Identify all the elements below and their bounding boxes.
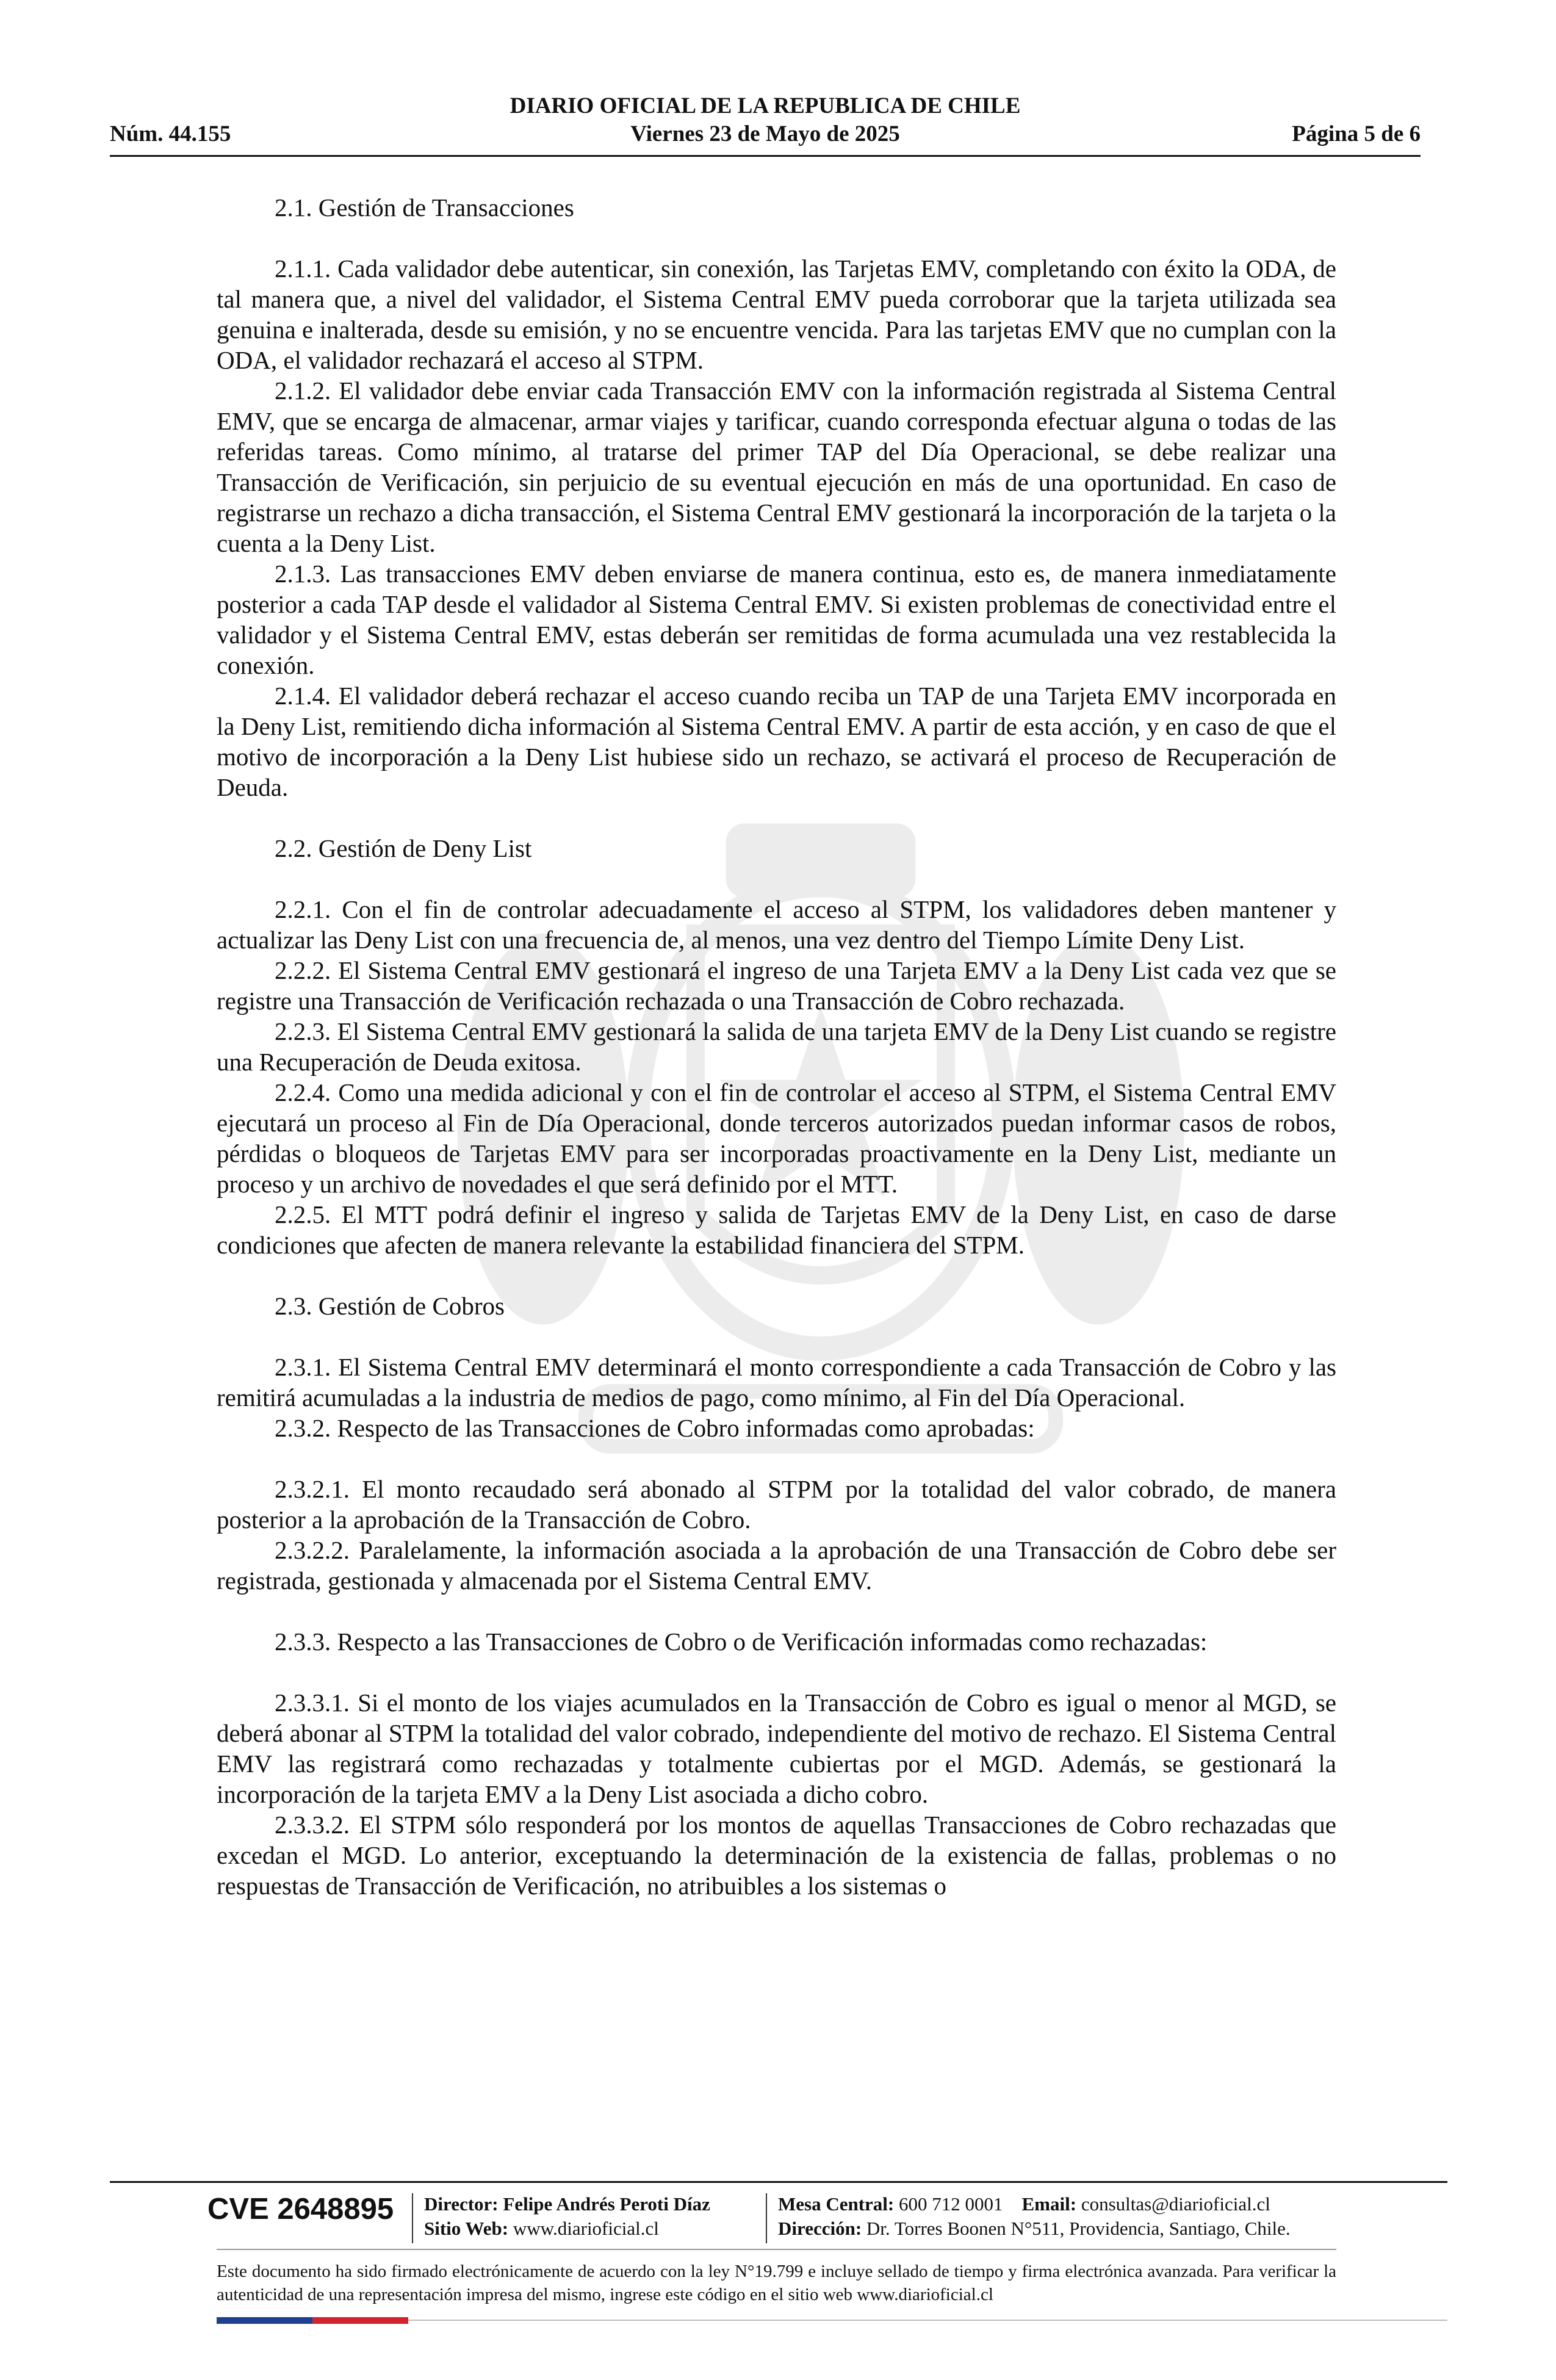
phone-label: Mesa Central: xyxy=(778,2193,895,2215)
phone-value: 600 712 0001 xyxy=(899,2193,1003,2215)
issue-number: Núm. 44.155 xyxy=(110,121,231,146)
paragraph-2-3-1: 2.3.1. El Sistema Central EMV determinará el monto correspondiente a cada Transacción de Cobro y las remitirá acumuladas a la industria de medios de pago, como mínimo, al Fin del Día Operacional. xyxy=(217,1353,1336,1412)
footer-contact-block xyxy=(778,2192,1291,2241)
paragraph-2-1-4: 2.1.4. El validador deberá rechazar el acceso cuando reciba un TAP de una Tarjeta EMV incorporada en la Deny List, remitiendo dicha información al Sistema Central EMV. A partir de esta acción, y en caso de que el motivo de incorporación a la Deny List hubiese sido un rechazo, se activará el proceso de Recuperación de Deuda. xyxy=(217,682,1336,801)
publication-title: DIARIO OFICIAL DE LA REPUBLICA DE CHILE xyxy=(510,93,1021,118)
footer-inner-divider xyxy=(217,2249,1336,2250)
paragraph-2-2-1: 2.2.1. Con el fin de controlar adecuadamente el acceso al STPM, los validadores deben mantener y actualizar las Deny List con una frecuencia de, al menos, una vez dentro del Tiempo Límite Deny List. xyxy=(217,895,1336,954)
paragraph-2-3-2: 2.3.2. Respecto de las Transacciones de Cobro informadas como aprobadas: xyxy=(275,1414,1035,1442)
director-label: Director: xyxy=(424,2193,499,2215)
page-header xyxy=(110,93,1421,154)
paragraph-2-3-3-2: 2.3.3.2. El STPM sólo responderá por los montos de aquellas Transacciones de Cobro rechazadas que excedan el MGD. Lo anterior, exceptuando la determinación de la existencia de fallas, problemas o no respuestas de Transacción de Verificación, no atribuibles a los sistemas o xyxy=(217,1811,1336,1900)
flag-stripe-blue xyxy=(217,2317,312,2324)
footer-director-block xyxy=(424,2192,710,2241)
header-divider xyxy=(110,155,1421,157)
footer-divider xyxy=(110,2181,1447,2183)
section-heading-2-3: 2.3. Gestión de Cobros xyxy=(275,1292,505,1320)
site-link[interactable]: www.diarioficial.cl xyxy=(513,2218,659,2239)
paragraph-2-3-2-1: 2.3.2.1. El monto recaudado será abonado al STPM por la totalidad del valor cobrado, de manera posterior a la aprobación de la Transacción de Cobro. xyxy=(217,1475,1336,1534)
section-heading-2-2: 2.2. Gestión de Deny List xyxy=(275,834,532,862)
paragraph-2-2-3: 2.2.3. El Sistema Central EMV gestionará la salida de una tarjeta EMV de la Deny List cuando se registre una Recuperación de Deuda exitosa. xyxy=(217,1017,1336,1076)
paragraph-2-1-1: 2.1.1. Cada validador debe autenticar, sin conexión, las Tarjetas EMV, completando con éxito la ODA, de tal manera que, a nivel del validador, el Sistema Central EMV pueda corroborar que la tarjeta utilizada sea genuina e inalterada, desde su emisión, y no se encuentre vencida. Para las tarjetas EMV que no cumplan con la ODA, el validador rechazará el acceso al STPM. xyxy=(217,254,1336,374)
publication-date: Viernes 23 de Mayo de 2025 xyxy=(630,121,900,146)
director-name: Felipe Andrés Peroti Díaz xyxy=(503,2193,710,2215)
footer-separator xyxy=(412,2193,413,2243)
address-value: Dr. Torres Boonen N°511, Providencia, Santiago, Chile. xyxy=(866,2218,1291,2239)
paragraph-2-2-2: 2.2.2. El Sistema Central EMV gestionará el ingreso de una Tarjeta EMV a la Deny List cada vez que se registre una Transacción de Verificación rechazada o una Transacción de Cobro rechazada. xyxy=(217,956,1336,1015)
section-heading-2-1: 2.1. Gestión de Transacciones xyxy=(275,193,574,222)
page-indicator: Página 5 de 6 xyxy=(1292,121,1421,146)
flag-stripe-red xyxy=(312,2317,408,2324)
address-label: Dirección: xyxy=(778,2218,862,2239)
footer-bottom-line xyxy=(408,2320,1447,2321)
paragraph-2-2-4: 2.2.4. Como una medida adicional y con el fin de controlar el acceso al STPM, el Sistema Central EMV ejecutará un proceso al Fin de Día Operacional, donde terceros autorizados puedan informar casos de robos, pérdidas o bloqueos de Tarjetas EMV para ser incorporadas proactivamente en la Deny List, mediante un proceso y un archivo de novedades el que será definido por el MTT. xyxy=(217,1078,1336,1198)
paragraph-2-3-2-2: 2.3.2.2. Paralelamente, la información asociada a la aprobación de una Transacción de Cobro debe ser registrada, gestionada y almacenada por el Sistema Central EMV. xyxy=(217,1536,1336,1595)
paragraph-2-3-3: 2.3.3. Respecto a las Transacciones de Cobro o de Verificación informadas como rechazadas: xyxy=(275,1628,1208,1656)
paragraph-2-2-5: 2.2.5. El MTT podrá definir el ingreso y salida de Tarjetas EMV de la Deny List, en caso de darse condiciones que afecten de manera relevante la estabilidad financiera del STPM. xyxy=(217,1200,1336,1259)
site-label: Sitio Web: xyxy=(424,2218,509,2239)
paragraph-2-1-2: 2.1.2. El validador debe enviar cada Transacción EMV con la información registrada al Sistema Central EMV, que se encarga de almacenar, armar viajes y tarificar, cuando corresponda efectuar alguna o todas de las referidas tareas. Como mínimo, al tratarse del primer TAP del Día Operacional, se debe realizar una Transacción de Verificación, sin perjuicio de su eventual ejecución en más de una oportunidad. En caso de registrarse un rechazo a dicha transacción, el Sistema Central EMV gestionará la incorporación de la tarjeta o la cuenta a la Deny List. xyxy=(217,377,1336,557)
email-link[interactable]: consultas@diarioficial.cl xyxy=(1081,2193,1270,2215)
email-label: Email: xyxy=(1021,2193,1077,2215)
paragraph-2-1-3: 2.1.3. Las transacciones EMV deben enviarse de manera continua, esto es, de manera inmediatamente posterior a cada TAP desde el validador al Sistema Central EMV. Si existen problemas de conectividad entre el validador y el Sistema Central EMV, estas deberán ser remitidas de forma acumulada una vez restablecida la conexión. xyxy=(217,560,1336,679)
cve-code: CVE 2648895 xyxy=(207,2193,394,2226)
document-body xyxy=(217,192,1336,1901)
footer-separator xyxy=(766,2193,767,2243)
paragraph-2-3-3-1: 2.3.3.1. Si el monto de los viajes acumulados en la Transacción de Cobro es igual o menor al MGD, se deberá abonar al STPM la totalidad del valor cobrado, independiente del motivo de rechazo. El Sistema Central EMV las registrará como rechazadas y totalmente cubiertas por el MGD. Además, se gestionará la incorporación de la tarjeta EMV a la Deny List asociada a dicho cobro. xyxy=(217,1689,1336,1808)
signature-notice: Este documento ha sido firmado electrónicamente de acuerdo con la ley N°19.799 e incluye sellado de tiempo y firma electrónica avanzada. Para verificar la autenticidad de una representación impresa del mismo, ingrese este código en el sitio web www.diarioficial.cl xyxy=(217,2262,1336,2304)
